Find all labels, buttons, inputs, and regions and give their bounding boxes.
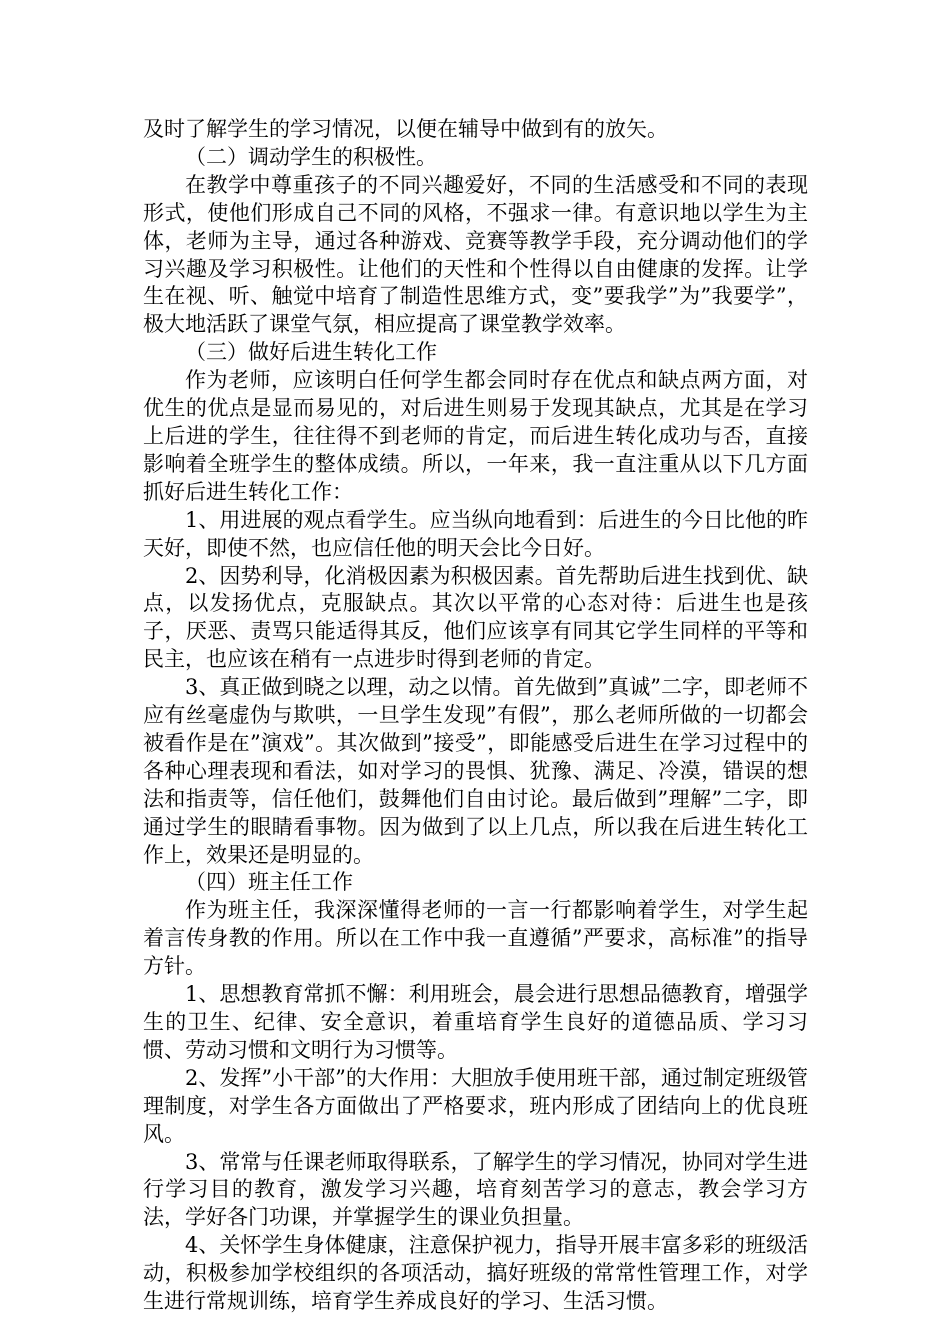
list-paragraph: 1、用进展的观点看学生。应当纵向地看到：后进生的今日比他的昨天好，即使不然，也应信任他的明天会比今日好。 (143, 507, 808, 560)
list-paragraph: 2、发挥”小干部”的大作用：大胆放手使用班干部，通过制定班级管理制度，对学生各方面做出了严格要求，班内形成了团结向上的优良班风。 (143, 1065, 808, 1146)
list-paragraph: 1、思想教育常抓不懈：利用班会，晨会进行思想品德教育，增强学生的卫生、纪律、安全意识，着重培育学生良好的道德品质、学习习惯、劳动习惯和文明行为习惯等。 (143, 982, 808, 1062)
section-heading-3: （三）做好后进生转化工作 (185, 340, 437, 365)
list-paragraph: 3、常常与任课老师取得联系，了解学生的学习情况，协同对学生进行学习目的教育，激发学习兴趣，培育刻苦学习的意志，教会学习方法，学好各门功课，并掌握学生的课业负担量。 (143, 1149, 808, 1230)
paragraph: 作为班主任，我深深懂得老师的一言一行都影响着学生，对学生起着言传身教的作用。所以在工作中我一直遵循”严要求，高标准”的指导方针。 (143, 898, 808, 979)
list-paragraph: 4、关怀学生身体健康，注意保护视力，指导开展丰富多彩的班级活动，积极参加学校组织的各项活动，搞好班级的常常性管理工作，对学生进行常规训练，培育学生养成良好的学习、生活习惯。 (143, 1233, 808, 1314)
paragraph-continuation: 及时了解学生的学习情况，以便在辅导中做到有的放矢。 (143, 117, 668, 141)
list-paragraph: 2、因势利导，化消极因素为积极因素。首先帮助后进生找到优、缺点，以发扬优点，克服缺点。其次以平常的心态对待：后进生也是孩子，厌恶、责骂只能适得其反，他们应该享有同其它学生同样的平等和民主，也应该在稍有一点进步时得到老师的肯定。 (143, 563, 808, 672)
section-heading-2: （二）调动学生的积极性。 (185, 144, 437, 169)
list-paragraph: 3、真正做到晓之以理，动之以情。首先做到”真诚”二字，即老师不应有丝毫虚伪与欺哄，一旦学生发现”有假”，那么老师所做的一切都会被看作是在”演戏”。其次做到”接受”，即能感受后进生在学习过程中的各种心理表现和看法，如对学习的畏惧、犹豫、满足、冷漠，错误的想法和指责等，信任他们，鼓舞他们自由讨论。最后做到”理解”二字，即通过学生的眼睛看事物。因为做到了以上几点，所以我在后进生转化工作上，效果还是明显的。 (143, 675, 808, 867)
paragraph: 作为老师，应该明白任何学生都会同时存在优点和缺点两方面，对优生的优点是显而易见的，对后进生则易于发现其缺点，尤其是在学习上后进的学生，往往得不到老师的肯定，而后进生转化成功与否，直接影响着全班学生的整体成绩。所以，一年来，我一直注重从以下几方面抓好后进生转化工作： (143, 368, 808, 504)
section-heading-4: （四）班主任工作 (185, 870, 353, 895)
document-body (143, 116, 808, 1316)
paragraph: 在教学中尊重孩子的不同兴趣爱好，不同的生活感受和不同的表现形式，使他们形成自己不同的风格，不强求一律。有意识地以学生为主体，老师为主导，通过各种游戏、竞赛等教学手段，充分调动他们的学习兴趣及学习积极性。让他们的天性和个性得以自由健康的发挥。让学生在视、听、触觉中培育了制造性思维方式，变”要我学”为”我要学”，极大地活跃了课堂气氛，相应提高了课堂教学效率。 (143, 172, 808, 337)
